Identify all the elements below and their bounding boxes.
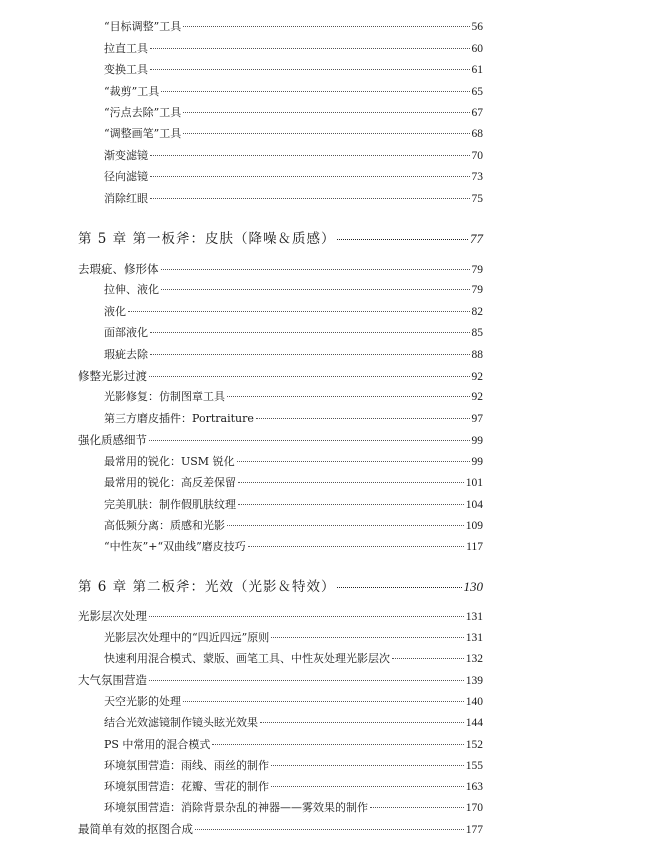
toc-entry[interactable] [104, 85, 483, 99]
page-number: 109 [465, 520, 483, 532]
section-heading[interactable] [78, 262, 483, 277]
dot-leader [149, 376, 470, 377]
page-number: 75 [471, 193, 483, 205]
dot-leader [150, 332, 470, 333]
toc-entry[interactable] [104, 348, 483, 362]
dot-leader [150, 176, 470, 177]
toc-entry[interactable] [104, 149, 483, 163]
section-title: 去瑕疵、修形体 [78, 262, 159, 276]
page-number: 70 [471, 150, 483, 162]
page-number: 79 [471, 264, 483, 276]
toc-entry[interactable] [104, 780, 483, 794]
page-number: 101 [465, 477, 483, 489]
page-number: 85 [471, 327, 483, 339]
page-number: 65 [471, 86, 483, 98]
toc-entry[interactable] [104, 498, 483, 512]
dot-leader [370, 807, 464, 808]
page-number: 56 [471, 21, 483, 33]
toc-entry[interactable] [104, 695, 483, 709]
page-number: 163 [465, 781, 483, 793]
page-number: 79 [471, 284, 483, 296]
entry-title: 快速利用混合模式、蒙版、画笔工具、中性灰处理光影层次 [104, 652, 390, 665]
entry-title: 天空光影的处理 [104, 695, 181, 708]
page-number: 97 [471, 413, 483, 425]
dot-leader [161, 269, 470, 270]
dot-leader [150, 155, 470, 156]
dot-leader [183, 701, 464, 702]
entry-title: 环境氛围营造：花瓣、雪花的制作 [104, 780, 269, 793]
dot-leader [149, 440, 470, 441]
page-number: 77 [470, 231, 483, 246]
page-number: 130 [463, 579, 483, 594]
toc-entry[interactable] [104, 390, 483, 404]
entry-title: 面部液化 [104, 326, 148, 339]
section-title: 修整光影过渡 [78, 369, 147, 383]
page-number: 117 [466, 541, 483, 553]
page-number: 170 [465, 802, 483, 814]
section-heading[interactable] [78, 433, 483, 448]
toc-entry[interactable] [104, 20, 483, 34]
toc-entry[interactable] [104, 106, 483, 120]
section-title: 最简单有效的抠图合成 [78, 822, 193, 836]
page-number: 92 [471, 371, 483, 383]
dot-leader [150, 198, 470, 199]
toc-entry[interactable] [104, 801, 483, 815]
entry-title: 环境氛围营造：消除背景杂乱的神器——雾效果的制作 [104, 801, 368, 814]
entry-title: “污点去除”工具 [104, 106, 182, 119]
dot-leader [183, 133, 469, 134]
entry-title: 高低频分离：质感和光影 [104, 519, 225, 532]
page-number: 99 [471, 456, 483, 468]
page-number: 60 [471, 43, 483, 55]
entry-title: 第三方磨皮插件：Portraiture [104, 412, 254, 425]
dot-leader [238, 504, 464, 505]
entry-title: 瑕疵去除 [104, 348, 148, 361]
chapter-title: 第 6 章 第二板斧：光效（光影＆特效） [78, 579, 336, 595]
toc-entry[interactable] [104, 738, 483, 752]
entry-title: “中性灰”+“双曲线”磨皮技巧 [104, 540, 246, 553]
dot-leader [149, 680, 464, 681]
dot-leader [271, 637, 464, 638]
entry-title: 径向滤镜 [104, 170, 148, 183]
page-number: 140 [465, 696, 483, 708]
dot-leader [337, 587, 461, 588]
section-title: 光影层次处理 [78, 609, 147, 623]
toc-entry[interactable] [104, 455, 483, 469]
toc-entry[interactable] [104, 759, 483, 773]
entry-title: 最常用的锐化：高反差保留 [104, 476, 236, 489]
page-number: 104 [465, 499, 483, 511]
section-title: 强化质感细节 [78, 433, 147, 447]
page-number: 67 [471, 107, 483, 119]
chapter-heading[interactable] [78, 232, 483, 246]
section-title: 大气氛围营造 [78, 673, 147, 687]
toc-entry[interactable] [104, 42, 483, 56]
dot-leader [212, 744, 463, 745]
dot-leader [150, 48, 470, 49]
dot-leader [238, 482, 464, 483]
page-number: 139 [465, 675, 483, 687]
page-number: 61 [471, 64, 483, 76]
page-number: 131 [465, 611, 483, 623]
toc-entry[interactable] [104, 412, 483, 426]
page-number: 132 [465, 653, 483, 665]
entry-title: 光影层次处理中的“四近四远”原则 [104, 631, 270, 644]
entry-title: “裁剪”工具 [104, 85, 160, 98]
dot-leader [150, 69, 470, 70]
entry-title: 光影修复：仿制图章工具 [104, 390, 225, 403]
entry-title: 最常用的锐化：USM 锐化 [104, 455, 235, 468]
toc-entry[interactable] [104, 476, 483, 490]
dot-leader [161, 289, 470, 290]
chapter-heading[interactable] [78, 580, 483, 594]
page-number: 82 [471, 306, 483, 318]
entry-title: “调整画笔”工具 [104, 127, 182, 140]
entry-title: 结合光效滤镜制作镜头眩光效果 [104, 716, 258, 729]
entry-title: 完美肌肤：制作假肌肤纹理 [104, 498, 236, 511]
dot-leader [128, 311, 470, 312]
entry-title: 环境氛围营造：雨线、雨丝的制作 [104, 759, 269, 772]
dot-leader [256, 418, 470, 419]
toc-entry[interactable] [104, 631, 483, 645]
dot-leader [271, 765, 464, 766]
entry-title: 拉直工具 [104, 42, 148, 55]
dot-leader [248, 546, 464, 547]
entry-title: 液化 [104, 305, 126, 318]
section-heading[interactable] [78, 369, 483, 384]
toc-entry[interactable] [104, 170, 483, 184]
dot-leader [260, 722, 464, 723]
dot-leader [195, 829, 464, 830]
dot-leader [150, 354, 470, 355]
page-number: 155 [465, 760, 483, 772]
toc-entry[interactable] [104, 127, 483, 141]
toc-entry[interactable] [104, 540, 483, 554]
page-number: 92 [471, 391, 483, 403]
dot-leader [337, 239, 468, 240]
entry-title: 渐变滤镜 [104, 149, 148, 162]
dot-leader [227, 396, 470, 397]
dot-leader [161, 91, 469, 92]
section-heading[interactable] [78, 673, 483, 688]
entry-title: 变换工具 [104, 63, 148, 76]
entry-title: 消除红眼 [104, 192, 148, 205]
toc-entry[interactable] [104, 63, 483, 77]
page-number: 99 [471, 435, 483, 447]
dot-leader [227, 525, 464, 526]
dot-leader [149, 616, 464, 617]
page-number: 131 [465, 632, 483, 644]
page-number: 144 [465, 717, 483, 729]
section-heading[interactable] [78, 609, 483, 624]
page-number: 73 [471, 171, 483, 183]
page-number: 152 [465, 739, 483, 751]
section-heading[interactable] [78, 822, 483, 837]
toc-entry[interactable] [104, 652, 483, 666]
dot-leader [183, 26, 469, 27]
chapter-title: 第 5 章 第一板斧：皮肤（降噪＆质感） [78, 231, 336, 247]
toc-entry[interactable] [104, 716, 483, 730]
page-number: 68 [471, 128, 483, 140]
entry-title: “目标调整”工具 [104, 20, 182, 33]
toc-entry[interactable] [104, 305, 483, 319]
dot-leader [237, 461, 470, 462]
dot-leader [271, 786, 464, 787]
toc-entry[interactable] [104, 192, 483, 206]
dot-leader [392, 658, 464, 659]
entry-title: 拉伸、液化 [104, 283, 159, 296]
dot-leader [183, 112, 469, 113]
page-number: 88 [471, 349, 483, 361]
page-number: 177 [465, 824, 483, 836]
entry-title: PS 中常用的混合模式 [104, 738, 211, 751]
toc-entry[interactable] [104, 326, 483, 340]
toc-entry[interactable] [104, 519, 483, 533]
toc-entry[interactable] [104, 283, 483, 297]
